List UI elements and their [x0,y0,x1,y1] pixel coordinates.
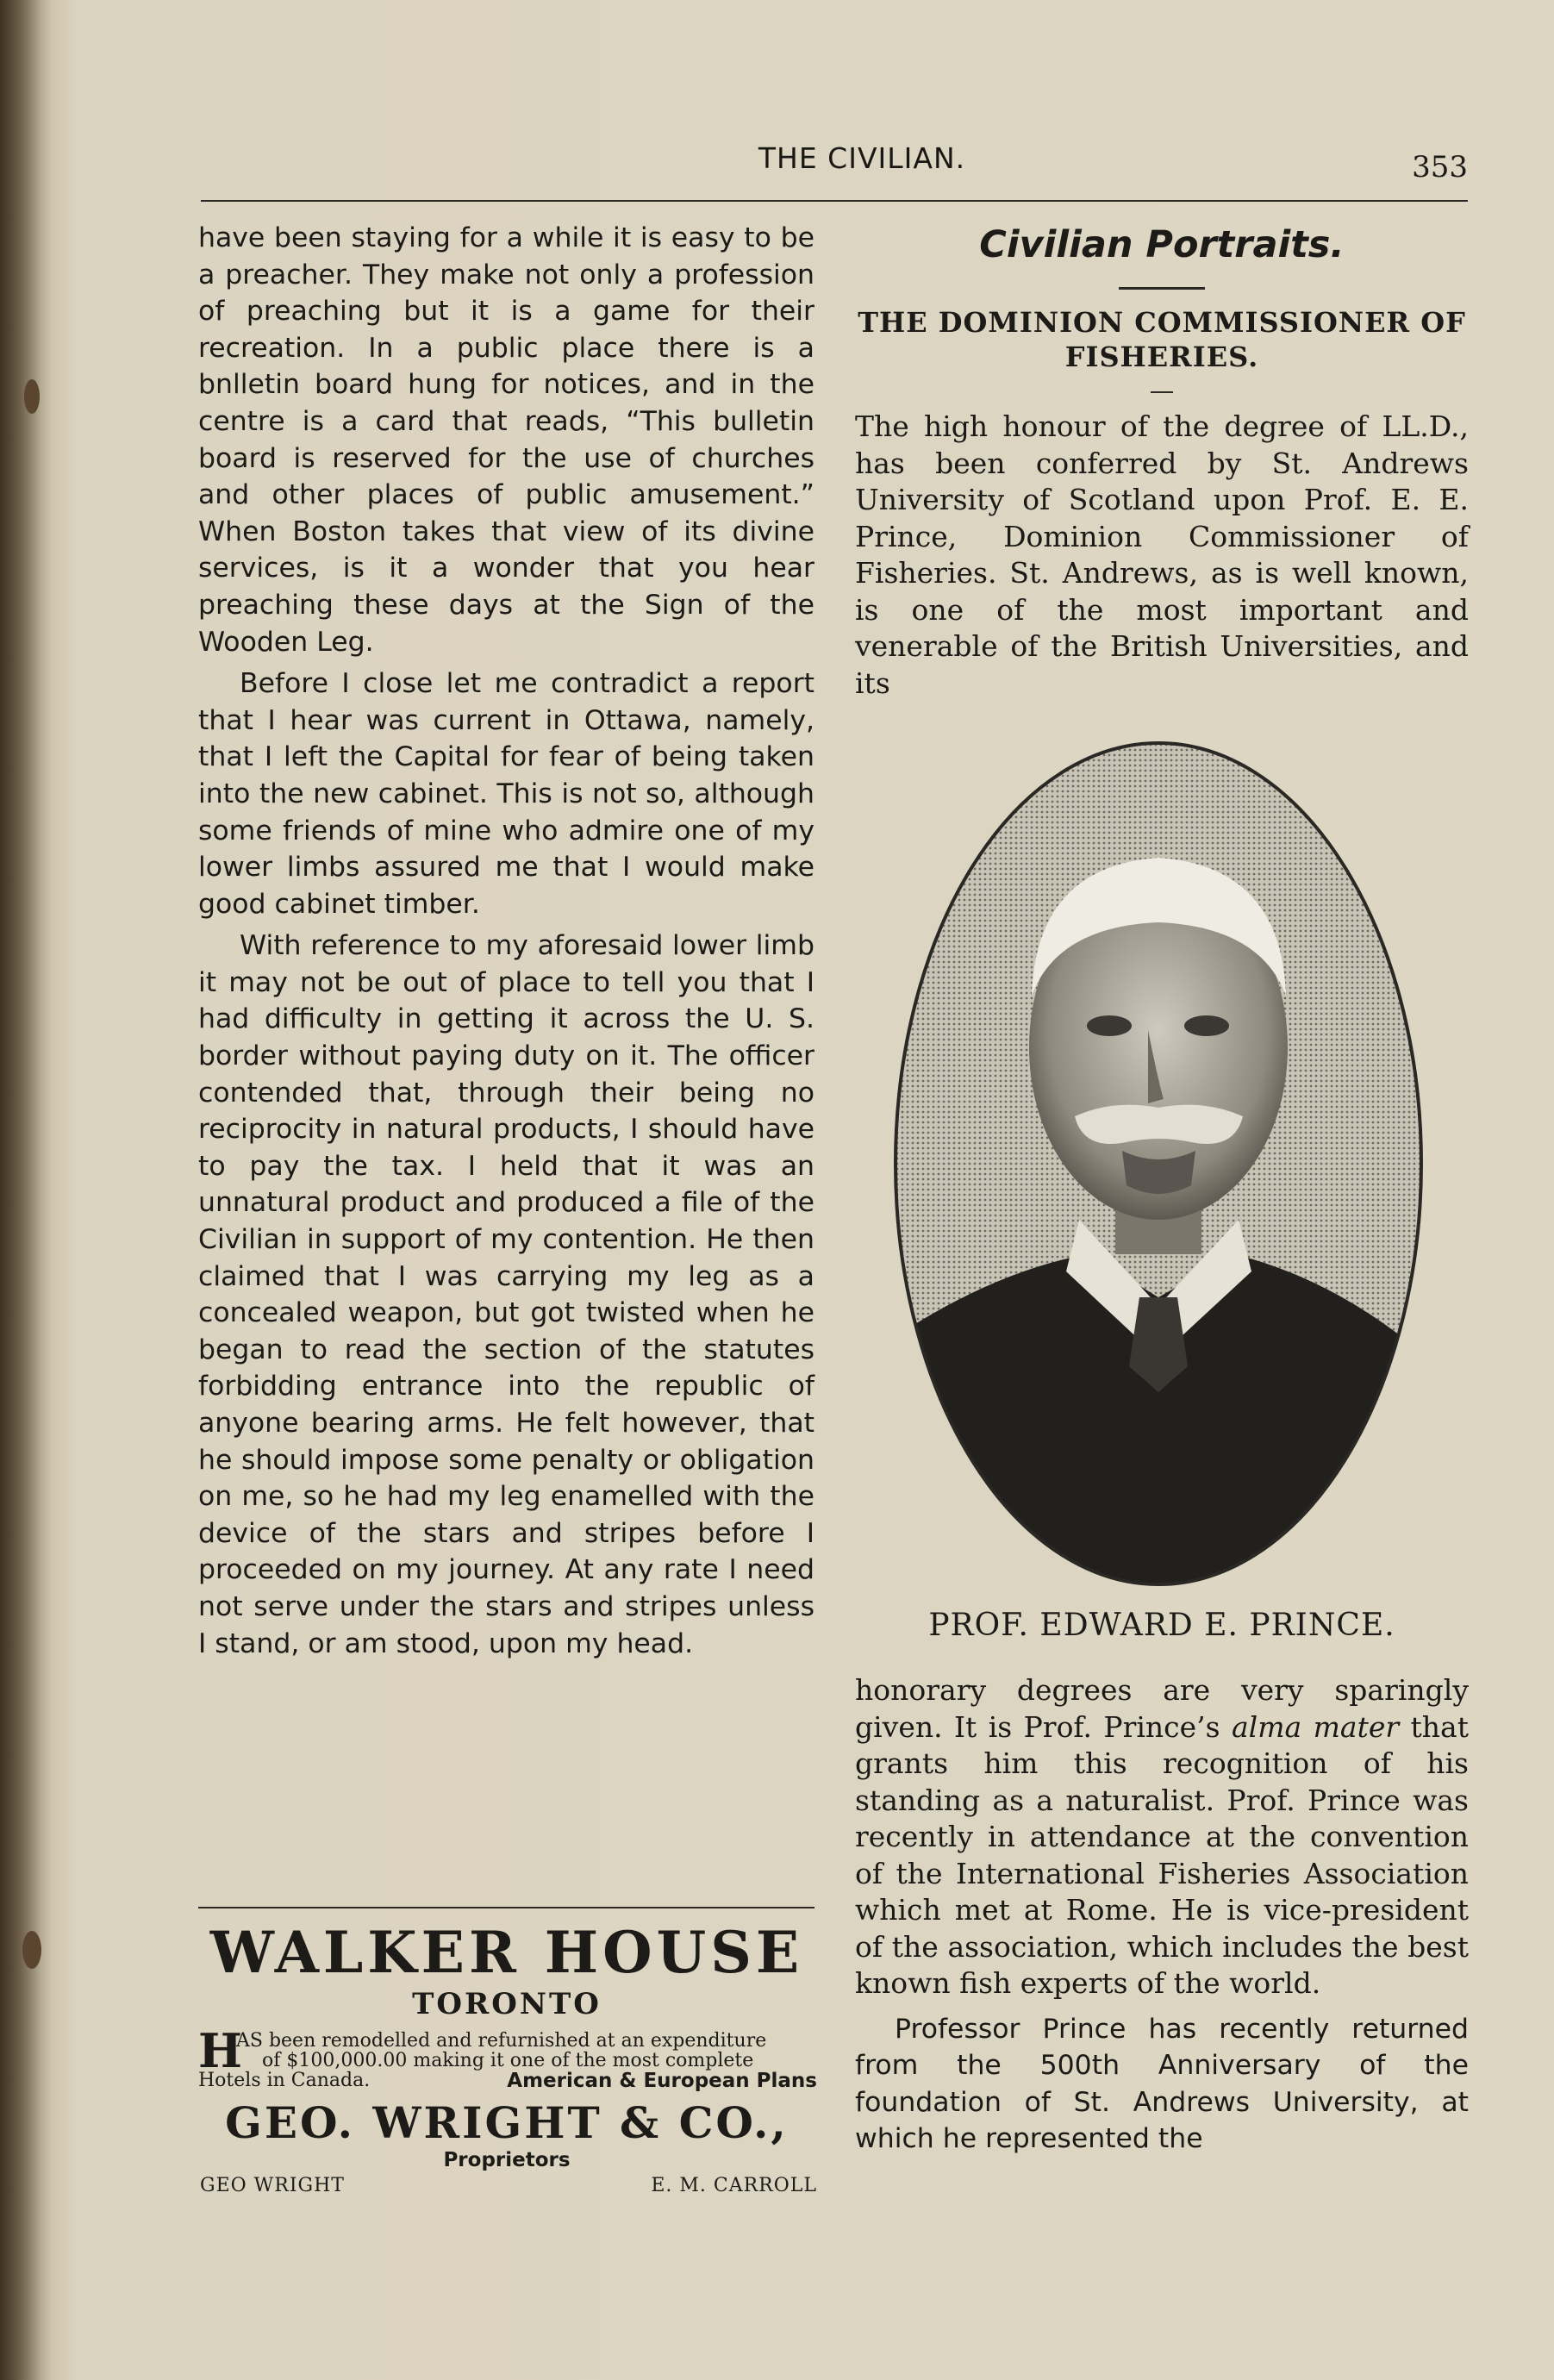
binding-thread-mark [22,1931,41,1969]
left-paragraph: have been staying for a while it is easy to be a preacher. They make not only a profession of preaching but it is a game for their recreation. In a public place there is a bnlletin board hung for notices, and in the centre is a card that reads, “This bulletin board is reserved for the use of churches and other places of public amusement.” When Boston takes that view of its divine services, is it a wonder that you hear preaching these days at the Sign of the Wooden Leg. [198,222,814,658]
ad-names [197,2171,817,2202]
page-header [201,138,1468,190]
portrait-caption: PROF. EDWARD E. PRINCE. [928,1608,1395,1643]
binding-shadow [0,0,52,2380]
ad-line: of $100,000.00 making it one of the most complete [262,2050,754,2071]
right-column-continued [855,1672,1469,2158]
last-paragraph: Professor Prince has recently returned from the 500th Anniversary of the foundation of St. Andrews University, at which he represented the [855,2013,1469,2154]
left-column [198,220,814,1662]
header-rule [201,200,1468,202]
left-paragraph: Before I close let me contradict a report that I hear was current in Ottawa, namely, that I left the Capital for fear of being taken into the new cabinet. This is not so, although some friends of mine who admire one of my lower limbs assured me that I would make good cabinet timber. [198,668,814,920]
portrait-illustration [889,737,1427,1590]
ad-city: TORONTO [412,1987,602,2021]
left-paragraph: With reference to my aforesaid lower limb it may not be out of place to tell you that I had difficulty in getting it across the U. S. border without paying duty on it. The officer contended that, through their being no reciprocity in natural products, I should have to pay the tax. I held that it was an unnatural product and produced a file of the Civilian in support of my contention. He then claimed that I was carrying my leg as a concealed weapon, but got twisted when he began to read the section of the statutes forbidding entrance into the republic of anyone bearing arms. He felt however, that he should impose some penalty or obligation on me, so he had my leg enamelled with the device of the stars and stripes before I proceeded on my journey. At any rate I need not serve under the stars and stripes unless I stand, or am stood, upon my head. [198,930,814,1659]
alma-mater-italic: alma mater [1232,1709,1400,1744]
advertisement-rule [198,1907,814,1908]
ad-line: Hotels in Canada. [198,2070,371,2091]
ad-body [197,2023,817,2094]
section-title: Civilian Portraits. [979,223,1345,266]
ad-plans: American & European Plans [507,2070,817,2092]
binding-thread-mark [24,379,40,414]
ad-drop-cap: H [198,2023,243,2078]
ad-line: AS been remodelled and refurnished at an expenditure [236,2030,767,2052]
continuation-text: honorary degrees are very sparingly given. It is Prof. Prince’s [855,1673,1469,1744]
intro-paragraph: The high honour of the degree of LL.D., has been conferred by St. Andrews University of Scotland upon Prof. E. E. Prince, Dominion Commissioner of Fisheries. St. Andrews, as is well known, is one of the most important and venerable of the British Universities, and its [855,409,1469,700]
continuation-paragraph [855,1672,1469,2002]
continuation-text: that grants him this recognition of his standing as a naturalist. Prof. Prince was recently in attendance at the convention of the International Fisheries Association which met at Rome. He is vice-president of the association, which includes the best known fish experts of the world. [855,1709,1469,2000]
right-column [855,220,1469,702]
ad-role: Proprietors [443,2149,571,2171]
ad-name-right: E. M. CARROLL [651,2175,817,2196]
section-rule [1119,287,1205,290]
ad-name-left: GEO WRIGHT [200,2175,345,2196]
portrait-photo [889,737,1427,1590]
walker-house-advertisement [197,1918,817,2202]
ad-company: GEO. WRIGHT & CO., [225,2097,789,2148]
page-number: 353 [1412,150,1468,184]
article-title: THE DOMINION COMMISSIONER OF FISHERIES. [858,306,1466,373]
title-rule [1151,391,1173,393]
running-title: THE CIVILIAN. [758,141,966,175]
ad-title: WALKER HOUSE [209,1919,804,1986]
